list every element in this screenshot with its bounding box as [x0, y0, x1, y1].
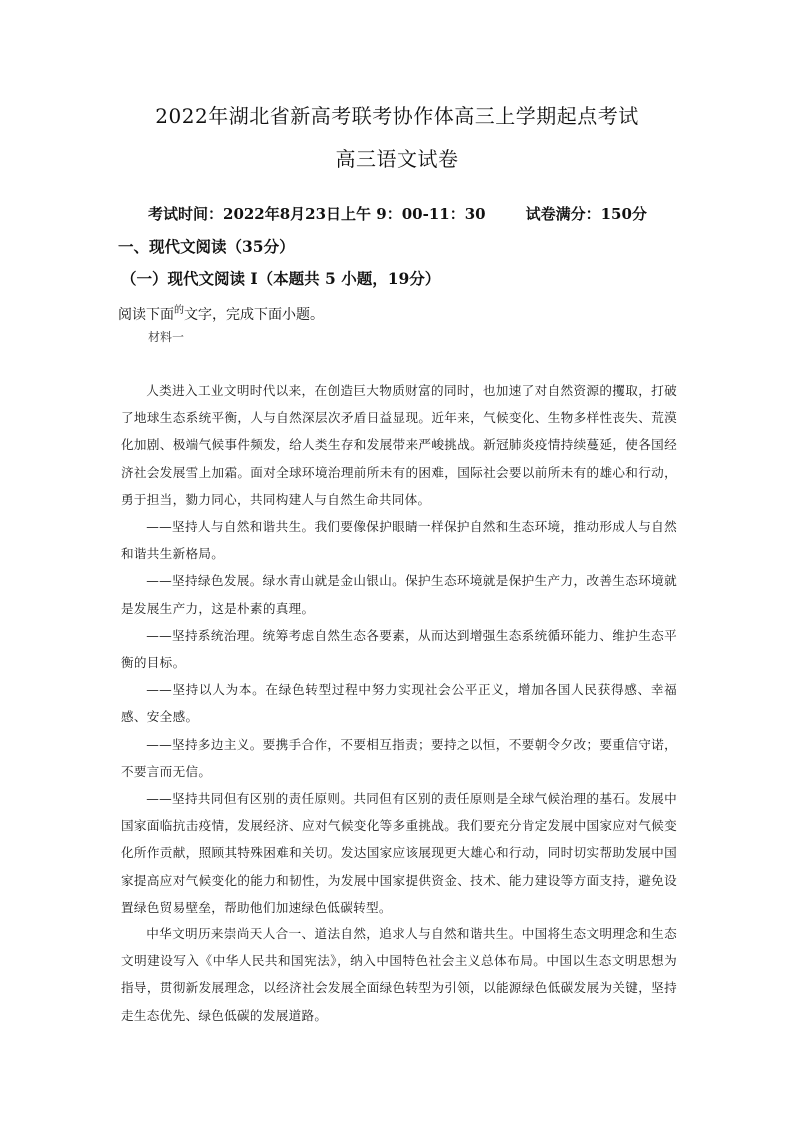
paragraph: ——坚持多边主义。要携手合作，不要相互指责；要持之以恒，不要朝令夕改；要重信守诺，不要言而无信。: [121, 736, 677, 779]
paragraph: ——坚持共同但有区别的责任原则。共同但有区别的责任原则是全球气候治理的基石。发展中国家面临抗击疫情，发展经济、应对气候变化等多重挑战。我们要充分肯定发展中国家应对气候变化所作贡献，照顾其特殊困难和关切。发达国家应该展现更大雄心和行动，同时切实帮助发展中国家提高应对气候变化的能力和韧性，为发展中国家提供资金、技术、能力建设等方面支持，避免设置绿色贸易壁垒，帮助他们加速绿色低碳转型。: [121, 791, 677, 915]
paragraph: ——坚持绿色发展。绿水青山就是金山银山。保护生态环境就是保护生产力，改善生态环境就是发展生产力，这是朴素的真理。: [121, 573, 677, 616]
material-label: 材料一: [148, 330, 185, 344]
material-text-closing: [121, 920, 677, 1029]
paragraph: ——坚持系统治理。统筹考虑自然生态各要素，从而达到增强生态系统循环能力、维护生态平衡的目标。: [121, 627, 677, 671]
section-heading: 一、现代文阅读（35分）: [118, 237, 295, 256]
instruction-post: 文字，完成下面小题。: [184, 307, 324, 323]
paragraph: ——坚持以人为本。在绿色转型过程中努力实现社会公平正义，增加各国人民获得感、幸福感、安全感。: [121, 682, 677, 725]
reading-instruction: [118, 301, 324, 324]
exam-title: 2022年湖北省新高考联考协作体高三上学期起点考试: [155, 104, 639, 128]
instruction-pre: 阅读下面: [118, 307, 174, 323]
exam-score: 试卷满分：150分: [525, 205, 647, 223]
paragraph: 人类进入工业文明时代以来，在创造巨大物质财富的同时，也加速了对自然资源的攫取，打破了地球生态系统平衡，人与自然深层次矛盾日益显现。近年来，气候变化、生物多样性丧失、荒漠化加剧、极端气候事件频发，给人类生存和发展带来严峻挑战。新冠肺炎疫情持续蔓延，使各国经济社会发展雪上加霜。面对全球环境治理前所未有的困难，国际社会要以前所未有的雄心和行动，勇于担当，勠力同心，共同构建人与自然生命共同体。: [121, 383, 677, 507]
material-text: [121, 377, 677, 921]
exam-subtitle: 高三语文试卷: [335, 147, 459, 171]
paragraph: ——坚持人与自然和谐共生。我们要像保护眼睛一样保护自然和生态环境，推动形成人与自然和谐共生新格局。: [121, 519, 677, 562]
exam-time: 考试时间：2022年8月23日上午 9：00-11：30: [148, 205, 486, 223]
paragraph: 中华文明历来崇尚天人合一、道法自然，追求人与自然和谐共生。中国将生态文明理念和生态文明建设写入《中华人民共和国宪法》，纳入中国特色社会主义总体布局。中国以生态文明思想为指导，贯彻新发展理念，以经济社会发展全面绿色转型为引领，以能源绿色低碳发展为关键，坚持走生态优先、绿色低碳的发展道路。: [121, 926, 677, 1023]
section-subheading: （一）现代文阅读 I（本题共 5 小题，19分）: [121, 269, 441, 288]
exam-meta: [148, 203, 647, 224]
instruction-sup: 的: [174, 305, 184, 316]
